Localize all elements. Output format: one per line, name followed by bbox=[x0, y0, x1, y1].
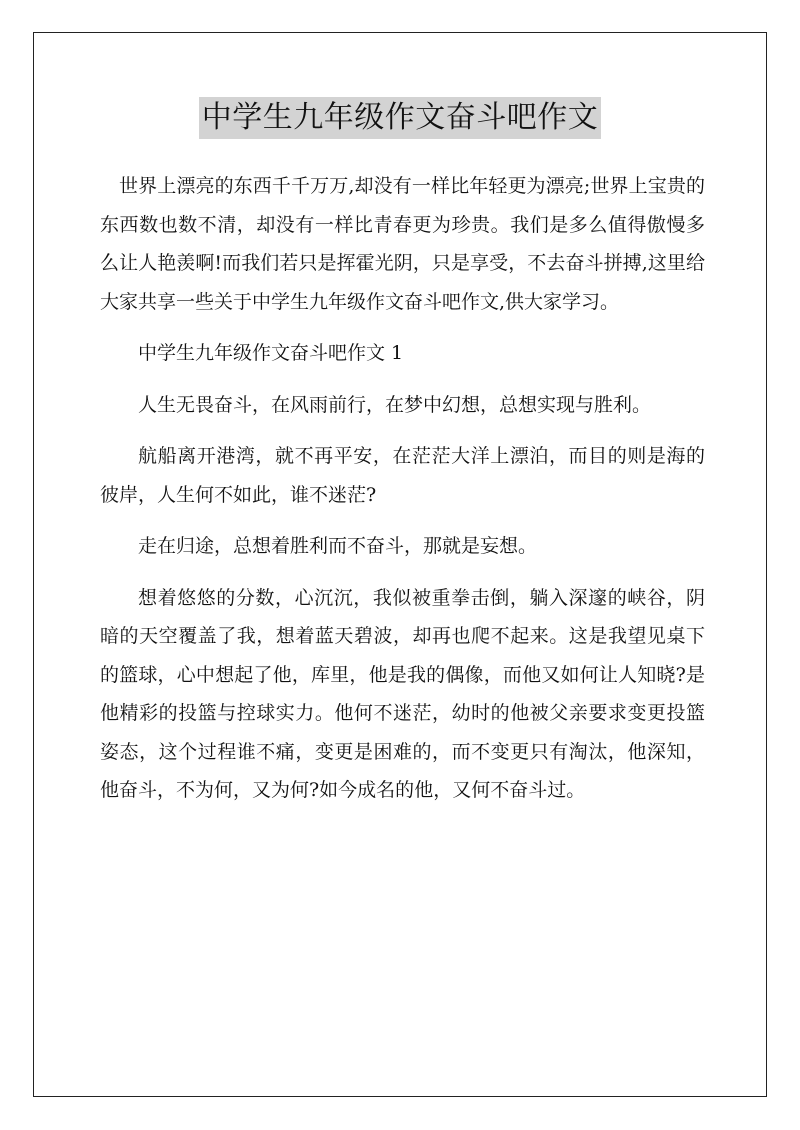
body-paragraph: 人生无畏奋斗，在风雨前行，在梦中幻想，总想实现与胜利。 bbox=[138, 393, 652, 416]
section-heading: 中学生九年级作文奋斗吧作文 1 bbox=[138, 342, 404, 364]
body-paragraph: 航船离开港湾，就不再平安，在茫茫大洋上漂泊，而目的则是海的彼岸，人生何不如此，谁不迷茫? bbox=[100, 445, 705, 506]
document-body bbox=[100, 167, 705, 823]
intro-paragraph: 世界上漂亮的东西千千万万,却没有一样比年轻更为漂亮;世界上宝贵的东西数也数不清，却没有一样比青春更为珍贵。我们是多么值得傲慢多么让人艳羡啊!而我们若只是挥霍光阴，只是享受，不去奋斗拼搏,这里给大家共享一些关于中学生九年级作文奋斗吧作文,供大家学习。 bbox=[100, 175, 705, 313]
body-paragraph: 走在归途，总想着胜利而不奋斗，那就是妄想。 bbox=[138, 535, 538, 557]
body-paragraph: 想着悠悠的分数，心沉沉，我似被重拳击倒，躺入深邃的峡谷，阴暗的天空覆盖了我，想着蓝天碧波，却再也爬不起来。这是我望见桌下的篮球，心中想起了他，库里，他是我的偶像，而他又如何让人知晓?是他精彩的投篮与控球实力。他何不迷茫，幼时的他被父亲要求变更投篮姿态，这个过程谁不痛，变更是困难的，而不变更只有淘汰，他深知，他奋斗，不为何，又为何?如今成名的他，又何不奋斗过。 bbox=[100, 586, 705, 801]
document-title: 中学生九年级作文奋斗吧作文 bbox=[199, 97, 602, 139]
title-container bbox=[0, 97, 800, 139]
